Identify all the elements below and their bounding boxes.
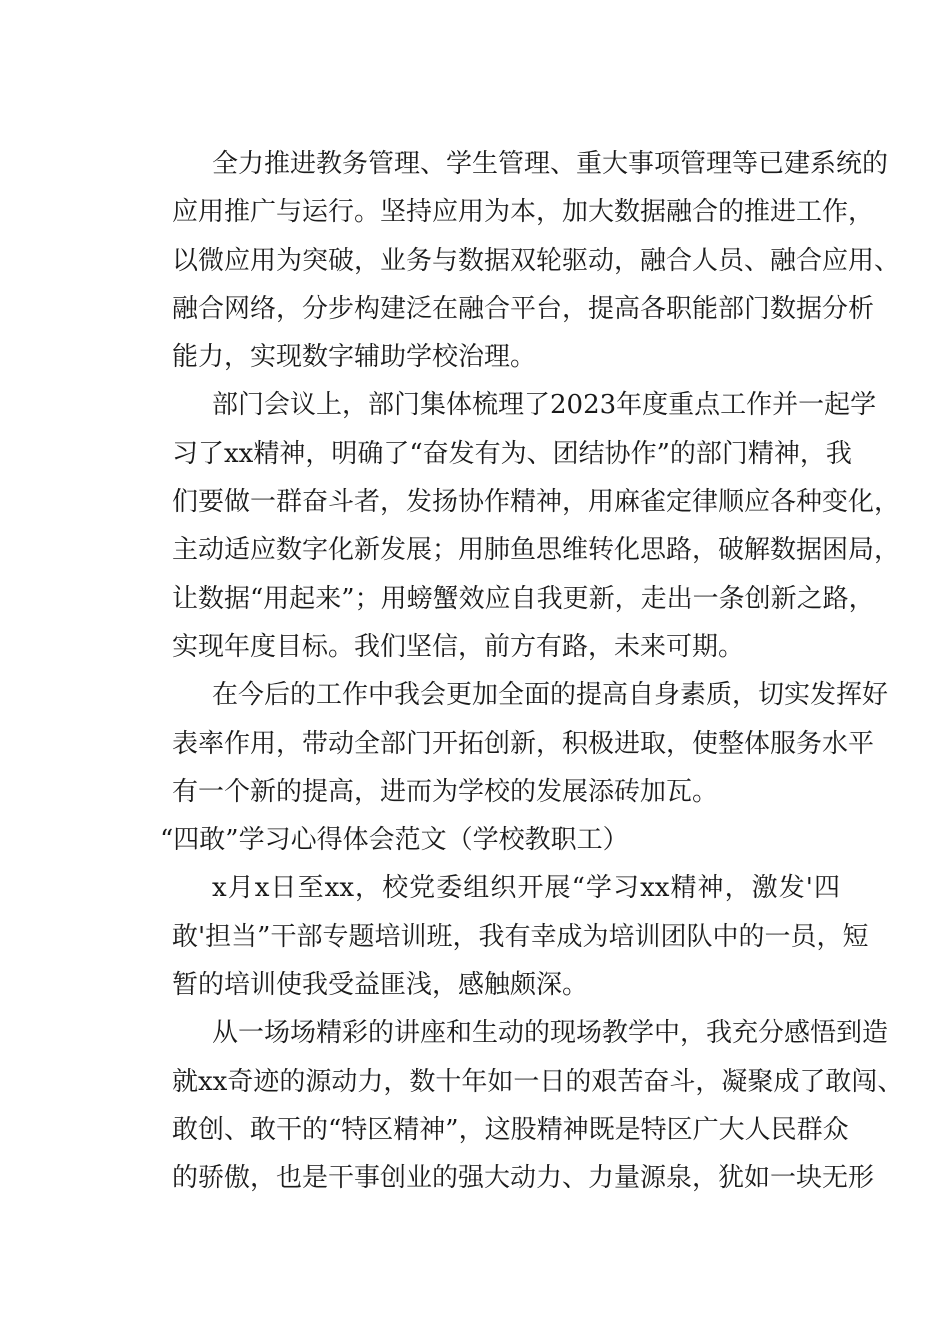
text-line: 部门会议上，部门集体梳理了2023年度重点工作并一起学 <box>212 390 877 421</box>
document-body <box>120 140 904 1203</box>
paragraph-2 <box>120 381 901 671</box>
text-line: 有一个新的提高，进而为学校的发展添砖加瓦。 <box>172 776 719 807</box>
text-line: 融合网络，分步构建泛在融合平台，提高各职能部门数据分析 <box>172 293 875 324</box>
text-line: 们要做一群奋斗者，发扬协作精神，用麻雀定律顺应各种变化， <box>172 487 901 518</box>
paragraph-4 <box>120 864 869 1009</box>
text-line: 能力，实现数字辅助学校治理。 <box>172 342 537 373</box>
text-line: 习了xx精神，明确了“奋发有为、团结协作”的部门精神，我 <box>172 438 852 469</box>
text-line: 表率作用，带动全部门开拓创新，积极进取，使整体服务水平 <box>172 728 875 759</box>
text-line: 实现年度目标。我们坚信，前方有路，未来可期。 <box>172 631 745 662</box>
paragraph-1 <box>120 140 901 381</box>
text-line: 主动适应数字化新发展；用肺鱼思维转化思路，破解数据困局， <box>172 535 901 566</box>
text-line: 敢创、敢干的“特区精神”，这股精神既是特区广大人民群众 <box>172 1114 849 1145</box>
text-line: 应用推广与运行。坚持应用为本，加大数据融合的推进工作， <box>172 197 875 228</box>
text-line: 暂的培训使我受益匪浅，感触颇深。 <box>172 970 589 1001</box>
text-line: x月x日至xx，校党委组织开展“学习xx精神，激发'四 <box>212 873 840 904</box>
text-line: 敢'担当”干部专题培训班，我有幸成为培训团队中的一员，短 <box>172 921 869 952</box>
text-line: 以微应用为突破，业务与数据双轮驱动，融合人员、融合应用、 <box>172 245 901 276</box>
paragraph-5 <box>120 1009 904 1202</box>
paragraph-3 <box>120 671 889 816</box>
text-line: 让数据“用起来”；用螃蟹效应自我更新，走出一条创新之路， <box>172 583 875 614</box>
text-line: 全力推进教务管理、学生管理、重大事项管理等已建系统的 <box>212 149 889 179</box>
text-line: 的骄傲，也是干事创业的强大动力、力量源泉，犹如一块无形 <box>172 1163 875 1194</box>
text-line: 就xx奇迹的源动力，数十年如一日的艰苦奋斗，凝聚成了敢闯、 <box>172 1066 904 1097</box>
section-heading: “四敢”学习心得体会范文（学校教职工） <box>160 825 629 856</box>
text-line: 从一场场精彩的讲座和生动的现场教学中，我充分感悟到造 <box>212 1018 889 1049</box>
text-line: 在今后的工作中我会更加全面的提高自身素质，切实发挥好 <box>212 680 889 711</box>
